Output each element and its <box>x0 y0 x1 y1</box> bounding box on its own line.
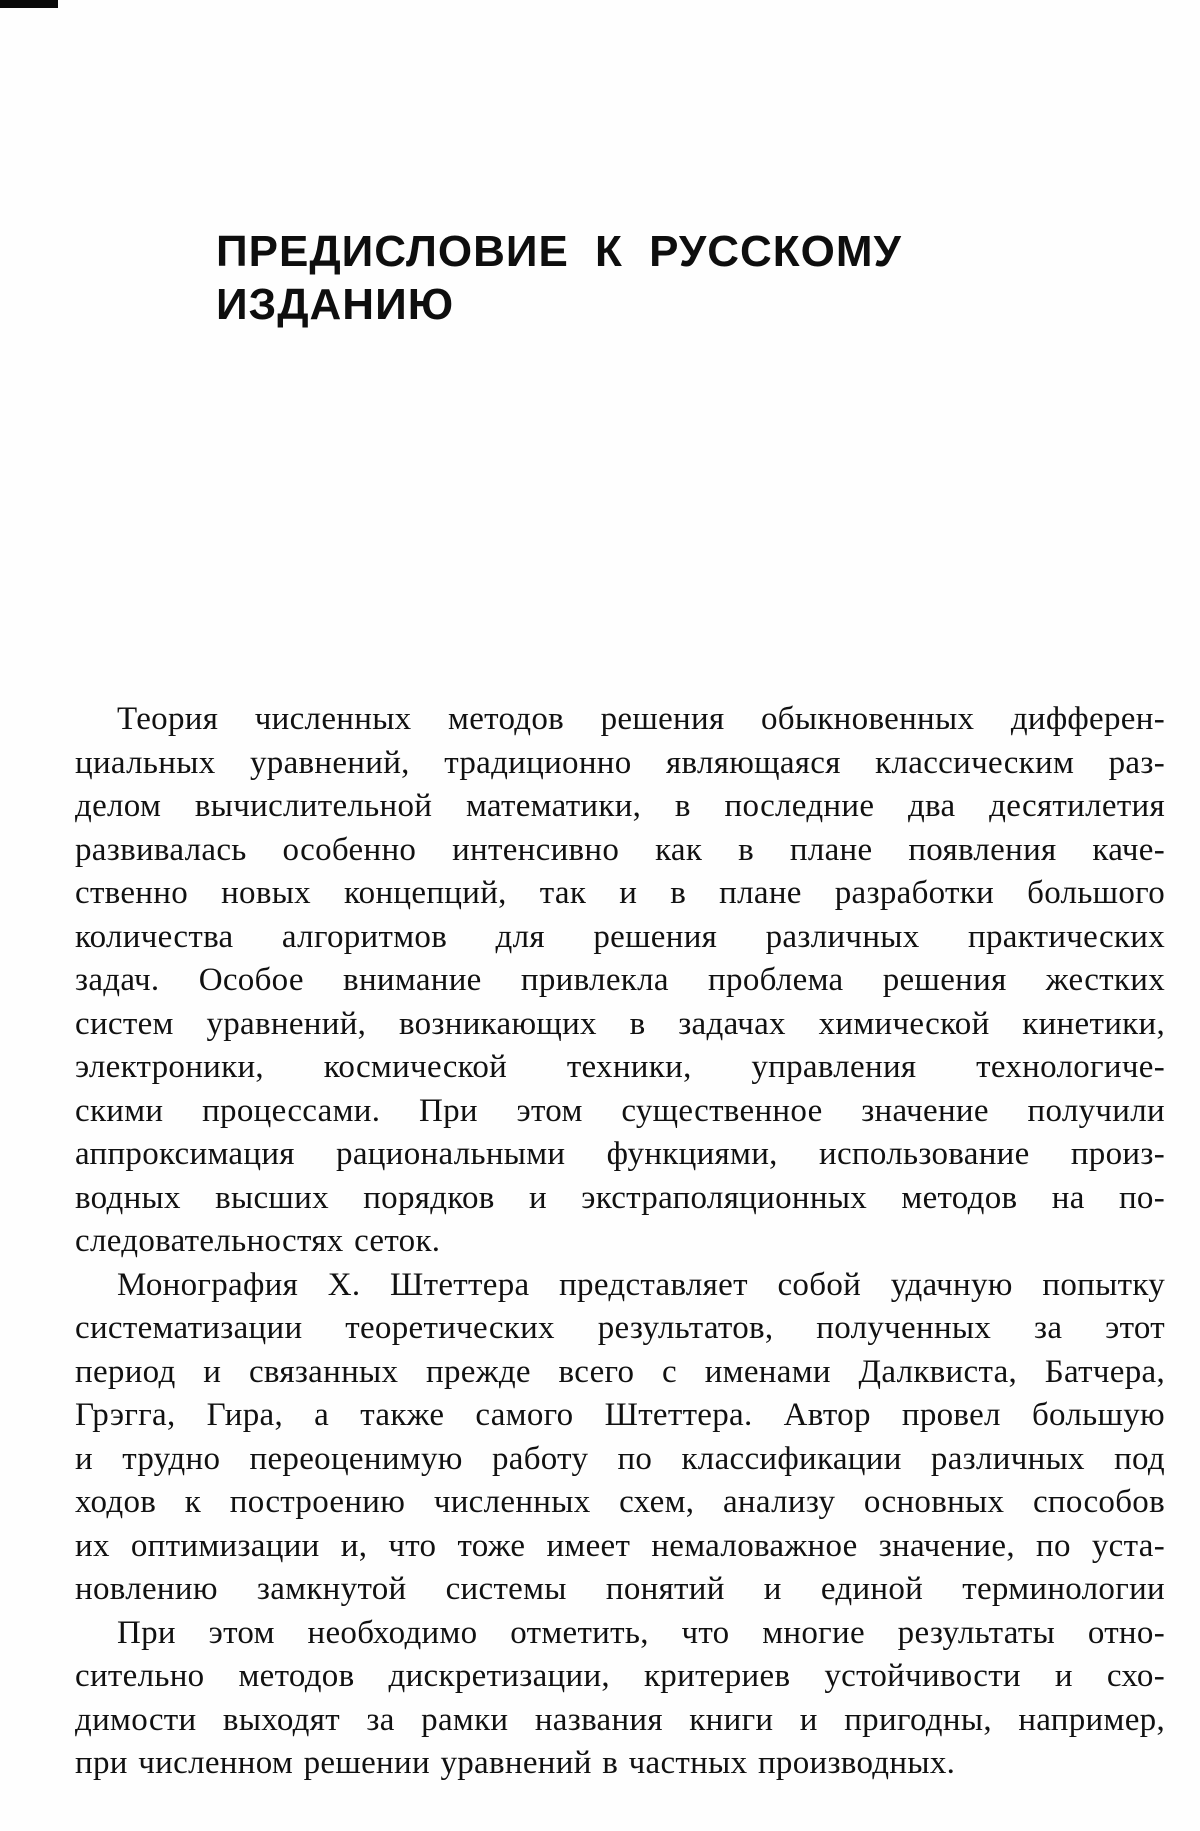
text-line: При этом необходимо отметить, что многие результаты отно- <box>117 1614 1165 1651</box>
text-line: делом вычислительной математики, в последние два десятилетия <box>75 788 1165 824</box>
scan-edge-artifact <box>0 0 58 8</box>
text-line: систем уравнений, возникающих в задачах химической кинетики, <box>75 1005 1165 1042</box>
text-line: новлению замкнутой системы понятий и единой терминологии <box>75 1571 1165 1607</box>
title-line-1: ПРЕДИСЛОВИЕ К РУССКОМУ <box>216 227 902 276</box>
paragraph <box>75 1612 1165 1786</box>
text-line: циальных уравнений, традиционно являющаяся классическим раз- <box>75 744 1165 781</box>
text-line: электроники, космической техники, управления технологиче- <box>75 1049 1165 1085</box>
preface-body-text <box>75 698 1165 1786</box>
text-line: при численном решении уравнений в частных производных. <box>75 1745 956 1781</box>
page-title <box>216 225 902 331</box>
text-line: следовательностях сеток. <box>75 1223 441 1259</box>
text-line: и трудно переоценимую работу по классификации различных под <box>75 1440 1165 1477</box>
text-line: Монография Х. Штеттера представляет собой удачную попытку <box>117 1266 1165 1303</box>
text-line: водных высших порядков и экстраполяционных методов на по- <box>75 1179 1165 1216</box>
paragraph <box>75 1264 1165 1612</box>
text-line: Теория численных методов решения обыкновенных дифферен- <box>117 701 1165 737</box>
text-line: димости выходят за рамки названия книги и пригодны, например, <box>75 1701 1165 1738</box>
text-line: сительно методов дискретизации, критериев устойчивости и схо- <box>75 1658 1165 1694</box>
text-line: ственно новых концепций, так и в плане разработки большого <box>75 875 1165 911</box>
text-line: Грэгга, Гира, а также самого Штеттера. Автор провел большую <box>75 1397 1165 1433</box>
text-line: аппроксимация рациональными функциями, использование произ- <box>75 1136 1165 1172</box>
text-line: развивалась особенно интенсивно как в плане появления каче- <box>75 831 1165 868</box>
text-line: задач. Особое внимание привлекла проблема решения жестких <box>75 962 1165 998</box>
title-line-2: ИЗДАНИЮ <box>216 280 455 329</box>
paragraph <box>75 698 1165 1264</box>
text-line: период и связанных прежде всего с именами Далквиста, Батчера, <box>75 1353 1165 1390</box>
text-line: систематизации теоретических результатов, полученных за этот <box>75 1310 1165 1346</box>
text-line: ходов к построению численных схем, анализу основных способов <box>75 1484 1165 1520</box>
text-line: скими процессами. При этом существенное значение получили <box>75 1092 1165 1129</box>
text-line: их оптимизации и, что тоже имеет немаловажное значение, по уста- <box>75 1527 1165 1564</box>
text-line: количества алгоритмов для решения различных практических <box>75 918 1165 955</box>
